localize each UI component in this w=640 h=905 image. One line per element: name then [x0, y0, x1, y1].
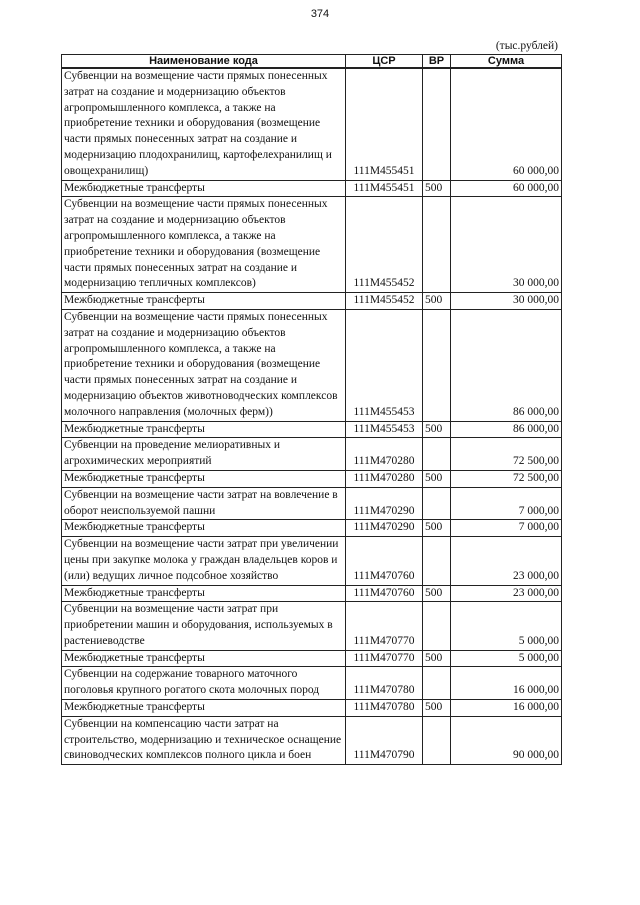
row-sum: 16 000,00: [451, 700, 562, 717]
row-vr: 500: [423, 650, 451, 667]
table-row: [62, 585, 562, 602]
row-vr: 500: [423, 470, 451, 487]
row-csr: 111M470280: [346, 438, 423, 471]
row-sum: 23 000,00: [451, 585, 562, 602]
row-csr: 111M455453: [346, 309, 423, 421]
row-name: Межбюджетные трансферты: [62, 585, 346, 602]
row-sum: 90 000,00: [451, 716, 562, 764]
table-row: [62, 197, 562, 293]
row-sum: 30 000,00: [451, 293, 562, 310]
units-label: (тыс.рублей): [495, 40, 558, 52]
row-name: Субвенции на возмещение части затрат на вовлечение в оборот неиспользуемой пашни: [62, 487, 346, 520]
row-name: Субвенции на компенсацию части затрат на строительство, модернизацию и техническое оснащение свиноводческих комплексов полного цикла и боен: [62, 716, 346, 764]
table-row: [62, 650, 562, 667]
row-name: Субвенции на возмещение части затрат при увеличении цены при закупке молока у граждан владельцев коров и (или) ведущих личное подсобное хозяйство: [62, 537, 346, 585]
row-csr: 111M470780: [346, 667, 423, 700]
row-name: Субвенции на возмещение части прямых понесенных затрат на создание и модернизацию объектов агропромышленного комплекса, а также на приобретение техники и оборудования (возмещение части прямых понесенных затрат на создание и модернизацию тепличных комплексов): [62, 197, 346, 293]
row-name: Межбюджетные трансферты: [62, 180, 346, 197]
row-sum: 86 000,00: [451, 421, 562, 438]
row-vr: 500: [423, 180, 451, 197]
row-csr: 111M470770: [346, 602, 423, 650]
row-csr: 111M470780: [346, 700, 423, 717]
row-vr: [423, 309, 451, 421]
row-vr: 500: [423, 293, 451, 310]
row-csr: 111M455451: [346, 68, 423, 180]
table-row: [62, 700, 562, 717]
row-vr: 500: [423, 421, 451, 438]
row-name: Межбюджетные трансферты: [62, 650, 346, 667]
column-header-csr: ЦСР: [346, 55, 423, 69]
row-sum: 86 000,00: [451, 309, 562, 421]
row-sum: 72 500,00: [451, 470, 562, 487]
row-sum: 5 000,00: [451, 650, 562, 667]
row-vr: [423, 602, 451, 650]
row-csr: 111M455452: [346, 293, 423, 310]
table-row: [62, 667, 562, 700]
page-number: 374: [310, 8, 330, 20]
row-sum: 7 000,00: [451, 487, 562, 520]
table-row: [62, 470, 562, 487]
row-vr: 500: [423, 520, 451, 537]
row-vr: [423, 667, 451, 700]
row-name: Межбюджетные трансферты: [62, 520, 346, 537]
row-name: Субвенции на возмещение части прямых понесенных затрат на создание и модернизацию объектов агропромышленного комплекса, а также на приобретение техники и оборудования (возмещение части прямых понесенных затрат на создание и модернизацию плодохранилищ, картофелехранилищ и овощехранилищ): [62, 68, 346, 180]
row-vr: [423, 438, 451, 471]
row-name: Субвенции на возмещение части прямых понесенных затрат на создание и модернизацию объектов агропромышленного комплекса, а также на приобретение техники и оборудования (возмещение части прямых понесенных затрат на создание и модернизацию объектов животноводческих комплексов молочного направления (молочных ферм)): [62, 309, 346, 421]
row-name: Субвенции на проведение мелиоративных и агрохимических мероприятий: [62, 438, 346, 471]
row-csr: 111M470290: [346, 520, 423, 537]
row-sum: 23 000,00: [451, 537, 562, 585]
row-name: Межбюджетные трансферты: [62, 470, 346, 487]
table-row: [62, 293, 562, 310]
column-header-vr: ВР: [423, 55, 451, 69]
row-sum: 72 500,00: [451, 438, 562, 471]
table-row: [62, 520, 562, 537]
row-vr: [423, 197, 451, 293]
table-row: [62, 421, 562, 438]
row-csr: 111M470290: [346, 487, 423, 520]
table-header-row: [62, 55, 562, 69]
budget-table: [61, 54, 562, 765]
row-name: Субвенции на содержание товарного маточного поголовья крупного рогатого скота молочных пород: [62, 667, 346, 700]
row-csr: 111M455453: [346, 421, 423, 438]
row-sum: 60 000,00: [451, 68, 562, 180]
table-row: [62, 68, 562, 180]
row-sum: 16 000,00: [451, 667, 562, 700]
table-row: [62, 716, 562, 764]
table-row: [62, 438, 562, 471]
table-row: [62, 180, 562, 197]
table-row: [62, 309, 562, 421]
row-csr: 111M470770: [346, 650, 423, 667]
row-name: Межбюджетные трансферты: [62, 293, 346, 310]
row-name: Субвенции на возмещение части затрат при приобретении машин и оборудования, используемых в растениеводстве: [62, 602, 346, 650]
row-vr: [423, 537, 451, 585]
row-sum: 60 000,00: [451, 180, 562, 197]
column-header-sum: Сумма: [451, 55, 562, 69]
row-name: Межбюджетные трансферты: [62, 421, 346, 438]
row-csr: 111M455451: [346, 180, 423, 197]
row-vr: [423, 487, 451, 520]
row-vr: 500: [423, 700, 451, 717]
row-csr: 111M470790: [346, 716, 423, 764]
table-row: [62, 602, 562, 650]
row-vr: [423, 716, 451, 764]
table-row: [62, 487, 562, 520]
column-header-name: Наименование кода: [62, 55, 346, 69]
row-csr: 111M470280: [346, 470, 423, 487]
row-csr: 111M470760: [346, 537, 423, 585]
row-csr: 111M470760: [346, 585, 423, 602]
row-sum: 7 000,00: [451, 520, 562, 537]
row-sum: 30 000,00: [451, 197, 562, 293]
row-csr: 111M455452: [346, 197, 423, 293]
row-name: Межбюджетные трансферты: [62, 700, 346, 717]
row-vr: 500: [423, 585, 451, 602]
row-sum: 5 000,00: [451, 602, 562, 650]
row-vr: [423, 68, 451, 180]
table-row: [62, 537, 562, 585]
